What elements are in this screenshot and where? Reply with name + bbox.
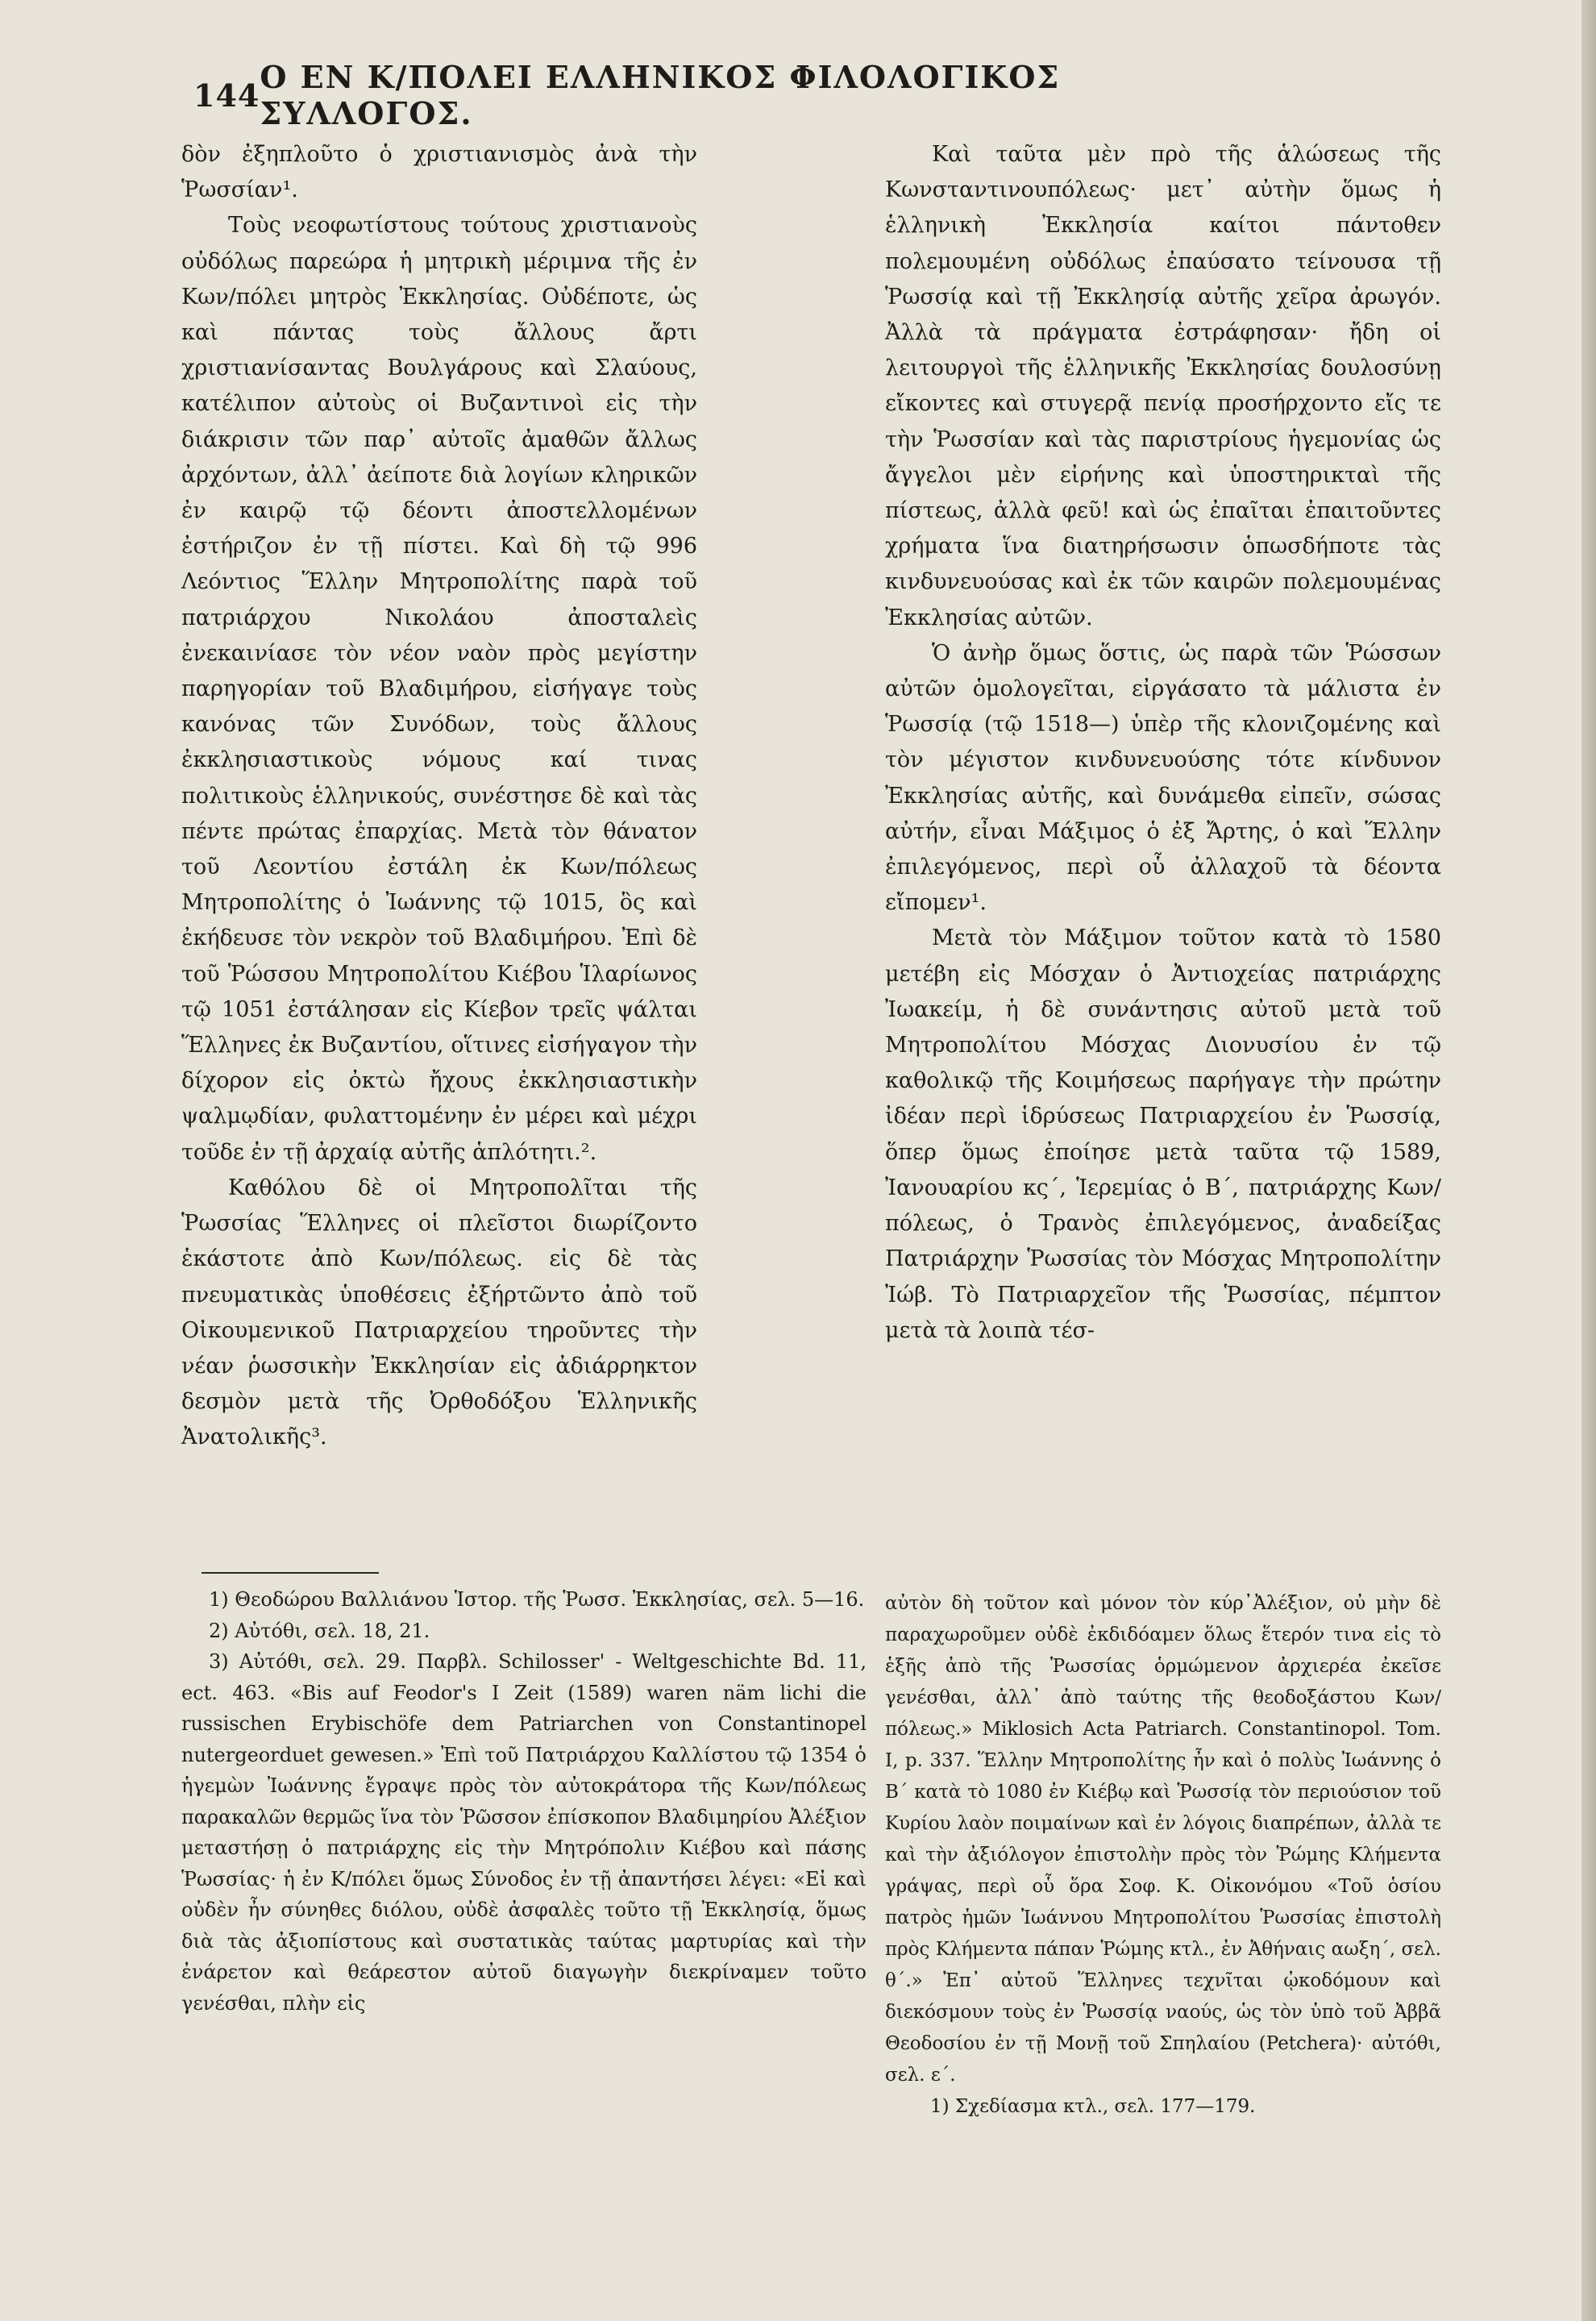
running-header xyxy=(193,59,1282,131)
left-paragraph-2: Τοὺς νεοφωτίστους τούτους χριστιανοὺς οὐδόλως παρεώρα ἡ μητρικὴ μέριμνα τῆς ἐν Κων/πόλει μητρὸς Ἐκκλησίας. Οὐδέποτε, ὡς καὶ πάντας τοὺς ἄλλους ἄρτι χριστιανίσαντας Βουλγάρους καὶ Σλαύους, κατέλιπον αὐτοὺς οἱ Βυζαντινοὶ εἰς τὴν διάκρισιν τῶν παρ᾽ αὐτοῖς ἀμαθῶν ἄλλως ἀρχόντων, ἀλλ᾽ ἀείποτε διὰ λογίων κληρικῶν ἐν καιρῷ τῷ δέοντι ἀποστελλομένων ἐστήριζον ἐν τῇ πίστει. Καὶ δὴ τῷ 996 Λεόντιος Ἕλλην Μητροπολίτης παρὰ τοῦ πατριάρχου Νικολάου ἀποσταλεὶς ἐνεκαινίασε τὸν νέον ναὸν πρὸς μεγίστην παρηγορίαν τοῦ Βλαδιμήρου, εἰσήγαγε τοὺς κανόνας τῶν Συνόδων, τοὺς ἄλλους ἐκκλησιαστικοὺς νόμους καί τινας πολιτικοὺς ἑλληνικούς, συνέστησε δὲ καὶ τὰς πέντε πρώτας ἐπαρχίας. Μετὰ τὸν θάνατον τοῦ Λεοντίου ἐστάλη ἐκ Κων/πόλεως Μητροπολίτης ὁ Ἰωάννης τῷ 1015, ὃς καὶ ἐκήδευσε τὸν νεκρὸν τοῦ Βλαδιμήρου. Ἐπὶ δὲ τοῦ Ῥώσσου Μητροπολίτου Κιέβου Ἱλαρίωνος τῷ 1051 ἐστάλησαν εἰς Κίεβον τρεῖς ψάλται Ἕλληνες ἐκ Βυζαντίου, οἵτινες εἰσήγαγον τὴν δίχορον εἰς ὀκτὼ ἤχους ἐκκλησιαστικὴν ψαλμῳδίαν, φυλαττομένην ἐν μέρει καὶ μέχρι τοῦδε ἐν τῇ ἀρχαίᾳ αὐτῆς ἁπλότητι.². xyxy=(181,213,697,1165)
right-paragraph-3: Μετὰ τὸν Μάξιμον τοῦτον κατὰ τὸ 1580 μετέβη εἰς Μόσχαν ὁ Ἀντιοχείας πατριάρχης Ἰωακείμ, ἡ δὲ συνάντησις αὐτοῦ μετὰ τοῦ Μητροπολίτου Μόσχας Διονυσίου ἐν τῷ καθολικῷ τῆς Κοιμήσεως παρήγαγε τὴν πρώτην ἰδέαν περὶ ἱδρύσεως Πατριαρχείου ἐν Ῥωσσίᾳ, ὅπερ ὅμως ἐποίησε μετὰ ταῦτα τῷ 1589, Ἰανουαρίου κς΄, Ἱερεμίας ὁ Β΄, πατριάρχης Κων/πόλεως, ὁ Τρανὸς ἐπιλεγόμενος, ἀναδείξας Πατριάρχην Ῥωσσίας τὸν Μόσχας Μητροπολίτην Ἰώβ. Τὸ Πατριαρχεῖον τῆς Ῥωσσίας, πέμπτον μετὰ τὰ λοιπὰ τέσ- xyxy=(885,925,1441,1343)
footnote-rule xyxy=(202,1572,379,1574)
page-edge-shadow xyxy=(1581,0,1596,2321)
footnote-1: 1) Θεοδώρου Βαλλιάνου Ἱστορ. τῆς Ῥωσσ. Ἐκκλησίας, σελ. 5—16. xyxy=(209,1588,865,1611)
running-title: Ο ΕΝ Κ/ΠΟΛΕΙ ΕΛΛΗΝΙΚΟΣ ΦΙΛΟΛΟΓΙΚΟΣ ΣΥΛΛΟΓΟΣ. xyxy=(260,59,1061,131)
left-column xyxy=(181,137,697,1456)
left-paragraph-3: Καθόλου δὲ οἱ Μητροπολῖται τῆς Ῥωσσίας Ἕλληνες οἱ πλεῖστοι διωρίζοντο ἑκάστοτε ἀπὸ Κων/πόλεως. εἰς δὲ τὰς πνευματικὰς ὑποθέσεις ἐξήρτῶντο ἀπὸ τοῦ Οἰκουμενικοῦ Πατριαρχείου τηροῦντες τὴν νέαν ῥωσσικὴν Ἐκκλησίαν εἰς ἀδιάρρηκτον δεσμὸν μετὰ τῆς Ὀρθοδόξου Ἑλληνικῆς Ἀνατολικῆς³. xyxy=(181,1175,697,1450)
right-footnote-1: 1) Σχεδίασμα κτλ., σελ. 177—179. xyxy=(930,2096,1256,2117)
right-paragraph-2: Ὁ ἀνὴρ ὅμως ὅστις, ὡς παρὰ τῶν Ῥώσσων αὐτῶν ὁμολογεῖται, εἰργάσατο τὰ μάλιστα ἐν Ῥωσσίᾳ (τῷ 1518—) ὑπὲρ τῆς κλονιζομένης καὶ τὸν μέγιστον κινδυνευούσης τότε κίνδυνον Ἐκκλησίας αὐτῆς, καὶ δυνάμεθα εἰπεῖν, σώσας αὐτήν, εἶναι Μάξιμος ὁ ἐξ Ἄρτης, ὁ καὶ Ἕλλην ἐπιλεγόμενος, περὶ οὗ ἀλλαχοῦ τὰ δέοντα εἴπομεν¹. xyxy=(885,640,1441,916)
footnotes-right xyxy=(885,1588,1441,2123)
footnote-2: 2) Αὐτόθι, σελ. 18, 21. xyxy=(209,1619,430,1642)
footnotes-left xyxy=(181,1584,867,2019)
page-number: 144 xyxy=(193,77,260,114)
right-column xyxy=(885,137,1441,1349)
right-paragraph-1: Καὶ ταῦτα μὲν πρὸ τῆς ἁλώσεως τῆς Κωνσταντινουπόλεως· μετ᾽ αὐτὴν ὅμως ἡ ἑλληνικὴ Ἐκκλησία καίτοι πάντοθεν πολεμουμένη οὐδόλως ἐπαύσατο τείνουσα τῇ Ῥωσσίᾳ καὶ τῇ Ἐκκλησίᾳ αὐτῆς χεῖρα ἀρωγόν. Ἀλλὰ τὰ πράγματα ἐστράφησαν· ἤδη οἱ λειτουργοὶ τῆς ἑλληνικῆς Ἐκκλησίας δουλοσύνῃ εἴκοντες καὶ στυγερᾷ πενίᾳ προσήρχοντο εἴς τε τὴν Ῥωσσίαν καὶ τὰς παριστρίους ἡγεμονίας ὡς ἄγγελοι μὲν εἰρήνης καὶ ὑποστηρικταὶ τῆς πίστεως, ἀλλὰ φεῦ! καὶ ὡς ἐπαῖται ἐπαιτοῦντες χρήματα ἵνα διατηρήσωσιν ὁπωσδήποτε τὰς κινδυνευούσας καὶ ἐκ τῶν καιρῶν πολεμουμένας Ἐκκλησίας αὐτῶν. xyxy=(885,142,1441,630)
footnote-3-continued: αὐτὸν δὴ τοῦτον καὶ μόνον τὸν κύρ᾽Ἀλέξιον, οὐ μὴν δὲ παραχωροῦμεν οὐδὲ ἐκδιδόαμεν ὅλως ἕτερόν τινα εἰς τὸ ἑξῆς ἀπὸ τῆς Ῥωσσίας ὁρμώμενον ἀρχιερέα ἐκεῖσε γενέσθαι, ἀλλ᾽ ἀπὸ ταύτης τῆς θεοδοξάστου Κων/πόλεως.» Miklosich Acta Patriarch. Constantinopol. Tom. I, p. 337. Ἕλλην Μητροπολίτης ἦν καὶ ὁ πολὺς Ἰωάννης ὁ Β΄ κατὰ τὸ 1080 ἐν Κιέβῳ καὶ Ῥωσσίᾳ τὸν περιούσιον τοῦ Κυρίου λαὸν ποιμαίνων καὶ ἐν λόγοις διαπρέπων, ἀλλὰ τε καὶ τὴν ἀξιόλογον ἐπιστολὴν πρὸς τὸν Ῥώμης Κλήμεντα γράψας, περὶ οὗ ὅρα Σοφ. Κ. Οἰκονόμου «Τοῦ ὁσίου πατρὸς ἡμῶν Ἰωάννου Μητροπολίτου Ῥωσσίας ἐπιστολὴ πρὸς Κλήμεντα πάπαν Ῥώμης κτλ., ἐν Ἀθήναις αωξη΄, σελ. θ΄.» Ἐπ᾽ αὐτοῦ Ἕλληνες τεχνῖται ᾠκοδόμουν καὶ διεκόσμουν τοὺς ἐν Ῥωσσίᾳ ναούς, ὡς τὸν ὑπὸ τοῦ Ἀββᾶ Θεοδοσίου ἐν τῇ Μονῇ τοῦ Σπηλαίου (Petchera)· αὐτόθι, σελ. ε΄. xyxy=(885,1593,1441,2086)
footnote-3: 3) Αὐτόθι, σελ. 29. Παρβλ. Schilosser' - Weltgeschichte Bd. 11, ect. 463. «Bis auf Feodor's I Zeit (1589) waren näm lichi die russischen Erybischöfe dem Patriarchen von Constantinopel nutergeorduet gewesen.» Ἐπὶ τοῦ Πατριάρχου Καλλίστου τῷ 1354 ὁ ἡγεμὼν Ἰωάννης ἔγραψε πρὸς τὸν αὐτοκράτορα τῆς Κων/πόλεως παρακαλῶν θερμῶς ἵνα τὸν Ῥῶσσον ἐπίσκοπον Βλαδιμηρίου Ἀλέξιον μεταστήσῃ ὁ πατριάρχης εἰς τὴν Μητρόπολιν Κιέβου καὶ πάσης Ῥωσσίας· ἡ ἐν Κ/πόλει ὅμως Σύνοδος ἐν τῇ ἀπαντήσει λέγει: «Εἰ καὶ οὐδὲν ἦν σύνηθες διόλου, οὐδὲ ἀσφαλὲς τοῦτο τῇ Ἐκκλησίᾳ, ὅμως διὰ τὰς ἀξιοπίστους καὶ συστατικὰς ταύτας μαρτυρίας καὶ τὴν ἐνάρετον καὶ θεάρεστον αὐτοῦ διαγωγὴν διεκρίναμεν τοῦτο γενέσθαι, πλὴν εἰς xyxy=(181,1650,867,2015)
left-paragraph-1: δὸν ἐξηπλοῦτο ὁ χριστιανισμὸς ἀνὰ τὴν Ῥωσσίαν¹. xyxy=(181,142,697,203)
